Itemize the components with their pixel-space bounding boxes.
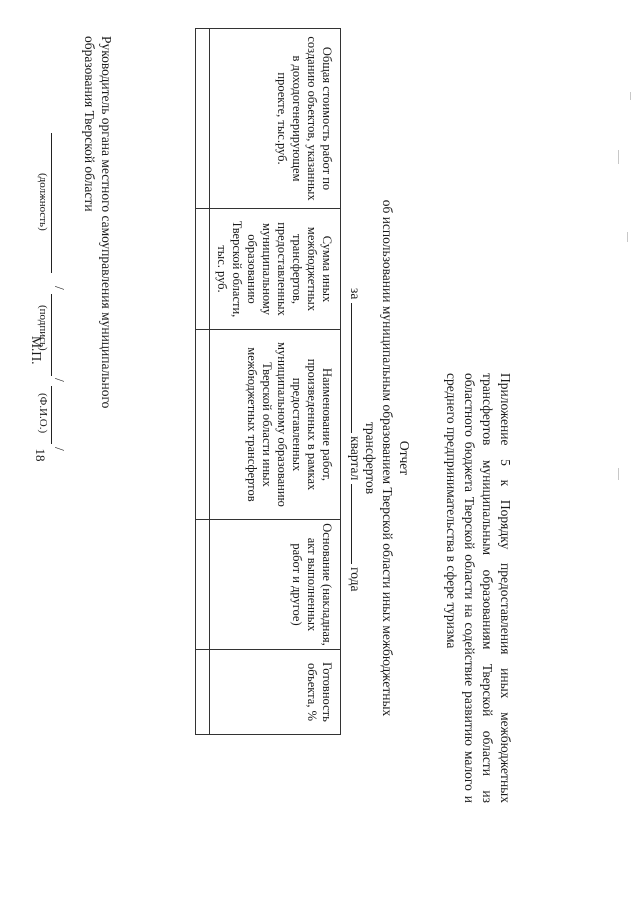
scan-artifact	[627, 232, 628, 242]
period-year: года	[348, 567, 363, 592]
position-caption: (должность)	[37, 173, 49, 231]
table-row	[196, 29, 210, 735]
landscape-page	[20, 18, 620, 883]
name-slash: /	[52, 378, 67, 382]
table-cell	[196, 209, 210, 330]
signer-title: Руководитель органа местного самоуправления муниципального образования Тверской области	[82, 36, 114, 409]
period-prefix: за	[348, 288, 363, 300]
column-header: Наименование работ, произведенных в рамках предоставленных муниципальному образованию Тверской области иных межбюджетных трансфертов	[210, 330, 341, 520]
name-end-slash: /	[52, 447, 67, 451]
signature-slash: /	[52, 286, 67, 290]
position-line	[51, 133, 52, 273]
report-table	[195, 28, 341, 735]
quarter-blank	[351, 303, 364, 433]
signature-line	[51, 294, 52, 376]
report-title-block	[362, 198, 413, 718]
column-header: Готовность объекта, %	[210, 650, 341, 735]
seal-label: М.П.	[29, 336, 44, 365]
scan-artifact	[630, 92, 631, 100]
scan-artifact	[618, 150, 619, 164]
year-blank	[351, 484, 364, 564]
report-period	[347, 288, 364, 628]
column-header: Сумма иных межбюджетных трансфертов, предоставленных муниципальному образованию Тверской области, тыс. руб.	[210, 209, 341, 330]
name-line	[51, 386, 52, 444]
name-caption: (Ф.И.О.)	[37, 393, 49, 434]
table-header-row	[210, 29, 341, 735]
page-number: 18	[33, 448, 48, 462]
scan-artifact	[618, 468, 619, 480]
column-header: Общая стоимость работ по созданию объектов, указанных в доходогенерирующем проекте, тыс.руб.	[210, 29, 341, 209]
report-subtitle: об использовании муниципальным образованием Тверской области иных межбюджетных трансфертов	[363, 199, 395, 717]
report-title: Отчет	[397, 440, 412, 476]
column-header: Основание (накладная, акт выполненных работ и другое)	[210, 520, 341, 650]
table-cell	[196, 330, 210, 520]
table-cell	[196, 650, 210, 735]
appendix-heading: Приложение 5 к Порядку предоставления иных межбюджетных трансфертов муниципальным образованиям Тверской области из областного бюджета Тверской области на содействие развитию малого и среднего предпринимательства в сфере туризма	[444, 373, 513, 803]
signature-caption: (подпись)	[37, 305, 49, 351]
table-cell	[196, 29, 210, 209]
table-cell	[196, 520, 210, 650]
period-quarter: квартал	[348, 436, 363, 481]
